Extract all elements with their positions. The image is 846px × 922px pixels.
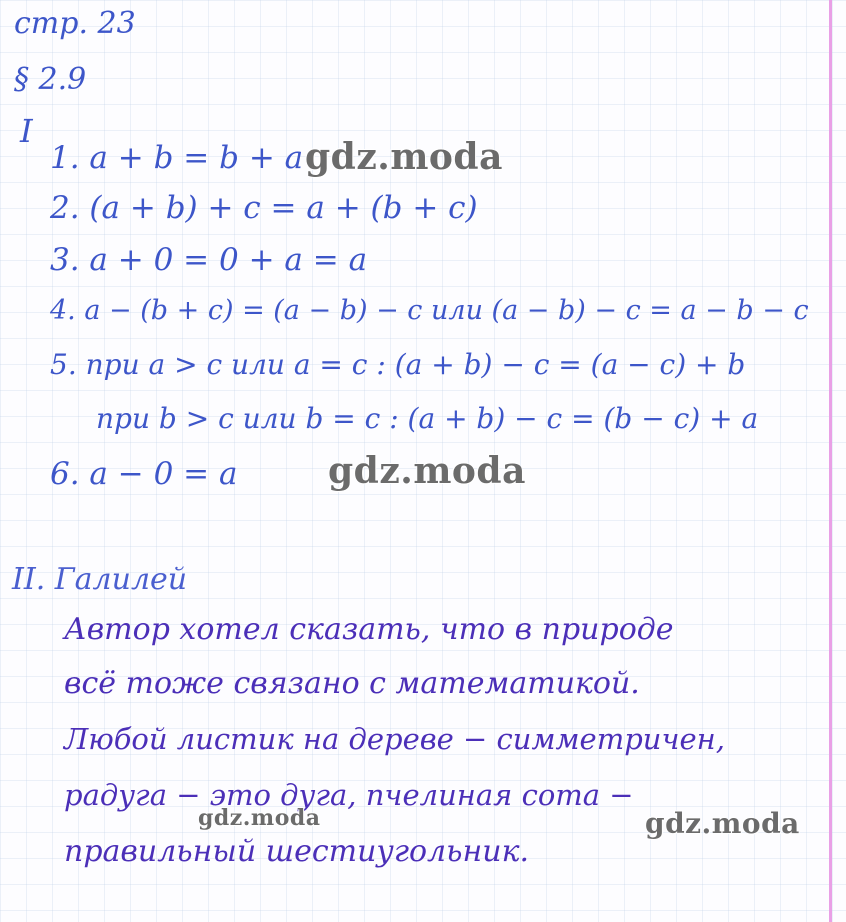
answer-line-3: Любой листик на дереве − симметричен, xyxy=(64,722,725,756)
answer-line-2: всё тоже связано с математикой. xyxy=(64,666,640,701)
answer-line-4: радуга − это дуга, пчелиная сота − xyxy=(64,778,634,812)
rule-3: 3. a + 0 = 0 + a = a xyxy=(50,242,368,278)
page-reference: стр. 23 xyxy=(14,6,136,41)
rule-4: 4. a − (b + c) = (a − b) − c или (a − b) − c = a − b − c xyxy=(50,295,809,326)
rule-1: 1. a + b = b + a xyxy=(50,140,304,176)
answer-line-5: правильный шестиугольник. xyxy=(64,834,530,869)
watermark-top: gdz.moda xyxy=(305,136,503,178)
rule-2: 2. (a + b) + c = a + (b + c) xyxy=(50,190,478,226)
rule-5b: при b > c или b = c : (a + b) − c = (b − c) + a xyxy=(96,402,759,435)
part-two-marker: II. Галилей xyxy=(12,562,188,597)
watermark-bottom-left: gdz.moda xyxy=(198,805,321,831)
answer-line-1: Автор хотел сказать, что в природе xyxy=(64,612,674,647)
part-one-marker: I xyxy=(20,112,33,150)
section-number: § 2.9 xyxy=(14,62,87,97)
rule-6: 6. a − 0 = a xyxy=(50,456,238,492)
watermark-bottom-right: gdz.moda xyxy=(645,807,800,840)
margin-line xyxy=(829,0,832,922)
rule-5a: 5. при a > c или a = c : (a + b) − c = (a − c) + b xyxy=(50,348,746,381)
watermark-middle: gdz.moda xyxy=(328,450,526,492)
